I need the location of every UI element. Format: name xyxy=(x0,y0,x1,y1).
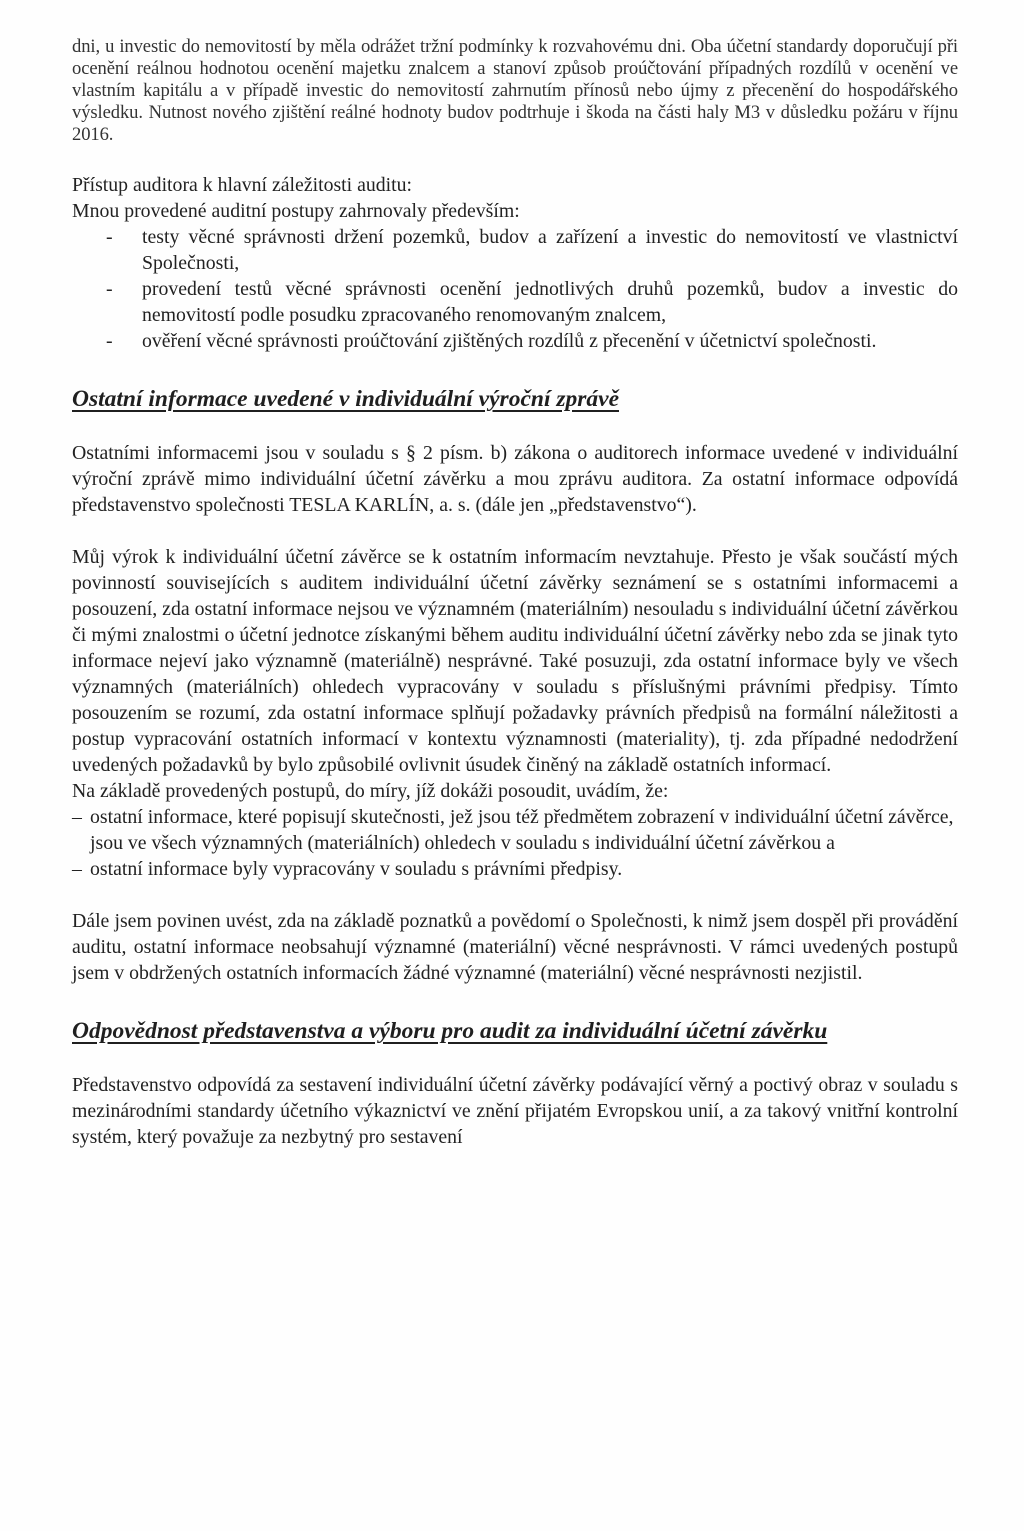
paragraph-other-info-definition: Ostatními informacemi jsou v souladu s § 2 písm. b) zákona o auditorech informace uvedené v individuální výroční zprávě mimo individuální účetní závěrku a mou zprávu auditora. Za ostatní informace odpovídá představenstvo společnosti TESLA KARLÍN, a. s. (dále jen „představenstvo“). xyxy=(72,442,958,516)
list-item-text: provedení testů věcné správnosti ocenění jednotlivých druhů pozemků, budov a investic do nemovitostí podle posudku zpracovaného renomovaným znalcem, xyxy=(142,278,958,326)
paragraph-auditor-opinion-scope: Můj výrok k individuální účetní závěrce se k ostatním informacím nevztahuje. Přesto je však součástí mých povinností souvisejících s auditem individuální účetní závěrky seznámení se s ostatními informacemi a posouzení, zda ostatní informace nejsou ve významném (materiálním) nesouladu s individuální účetní závěrkou či mými znalostmi o účetní jednotce získanými během auditu individuální účetní závěrky nebo zda se jinak tyto informace nejeví jako významně (materiálně) nesprávné. Také posuzuji, zda ostatní informace byly ve všech významných (materiálních) ohledech vypracovány v souladu s příslušnými právními předpisy. Tímto posouzením se rozumí, zda ostatní informace splňují požadavky právních předpisů na formální náležitosti a postup vypracování ostatních informací v kontextu významnosti (materiality), tj. zda případné nedodržení uvedených požadavků by bylo způsobilé ovlivnit úsudek činěný na základě ostatních informací. xyxy=(72,546,958,776)
list-item: – ostatní informace byly vypracovány v souladu s právními předpisy. xyxy=(72,858,623,880)
list-item-text: ostatní informace, které popisují skutečnosti, jež jsou též předmětem zobrazení v individuální účetní závěrce, jsou ve všech významných (materiálních) ohledech v souladu s individuální účetní závěrkou a xyxy=(90,806,954,854)
list-item-text: ostatní informace byly vypracovány v souladu s právními předpisy. xyxy=(90,858,623,880)
approach-intro: Mnou provedené auditní postupy zahrnovaly především: xyxy=(72,200,520,222)
paragraph-fair-value: dni, u investic do nemovitostí by měla odrážet tržní podmínky k rozvahovému dni. Oba účetní standardy doporučují při ocenění reálnou hodnotou ocenění majetku znalcem a stanoví způsob proúčtování případných rozdílů v ocenění ve vlastním kapitálu a v případě investic do nemovitostí zahrnutím přínosů nebo újmy z přecenění do hospodářského výsledku. Nutnost nového zjištění reálné hodnoty budov podtrhuje i škoda na části haly M3 v důsledku požáru v říjnu 2016. xyxy=(72,36,958,145)
list-item: - testy věcné správnosti držení pozemků, budov a zařízení a investic do nemovitostí ve vlastnictví Společnosti, xyxy=(106,226,958,274)
list-item: - ověření věcné správnosti proúčtování zjištěných rozdílů z přecenění v účetnictví společnosti. xyxy=(106,330,877,352)
section-title-other-information: Ostatní informace uvedené v individuální výroční zprávě xyxy=(72,386,619,412)
conclusions-list xyxy=(72,804,958,882)
list-item-text: testy věcné správnosti držení pozemků, budov a zařízení a investic do nemovitostí ve vlastnictví Společnosti, xyxy=(142,226,958,274)
approach-heading: Přístup auditora k hlavní záležitosti auditu: xyxy=(72,174,413,196)
approach-list xyxy=(72,224,958,354)
list-item: – ostatní informace, které popisují skutečnosti, jež jsou též předmětem zobrazení v individuální účetní závěrce, jsou ve všech významných (materiálních) ohledech v souladu s individuální účetní závěrkou a xyxy=(72,806,954,854)
list-item-text: ověření věcné správnosti proúčtování zjištěných rozdílů z přecenění v účetnictví společnosti. xyxy=(142,330,877,352)
list-item: - provedení testů věcné správnosti ocenění jednotlivých druhů pozemků, budov a investic do nemovitostí podle posudku zpracovaného renomovaným znalcem, xyxy=(106,278,958,326)
paragraph-misstatement-report: Dále jsem povinen uvést, zda na základě poznatků a povědomí o Společnosti, k nimž jsem dospěl při provádění auditu, ostatní informace neobsahují významné (materiální) věcné nesprávnosti. V rámci uvedených postupů jsem v obdržených ostatních informacích žádné významné (materiální) věcné nesprávnosti nezjistil. xyxy=(72,910,958,984)
section-title-board-responsibility: Odpovědnost představenstva a výboru pro audit za individuální účetní závěrku xyxy=(72,1018,828,1044)
paragraph-board-responsibility: Představenstvo odpovídá za sestavení individuální účetní závěrky podávající věrný a poctivý obraz v souladu s mezinárodními standardy účetního výkaznictví ve znění přijatém Evropskou unií, a za takový vnitřní kontrolní systém, který považuje za nezbytný pro sestavení xyxy=(72,1074,958,1148)
page-content xyxy=(72,36,958,1150)
paragraph-procedures-intro: Na základě provedených postupů, do míry, jíž dokáži posoudit, uvádím, že: xyxy=(72,780,669,802)
